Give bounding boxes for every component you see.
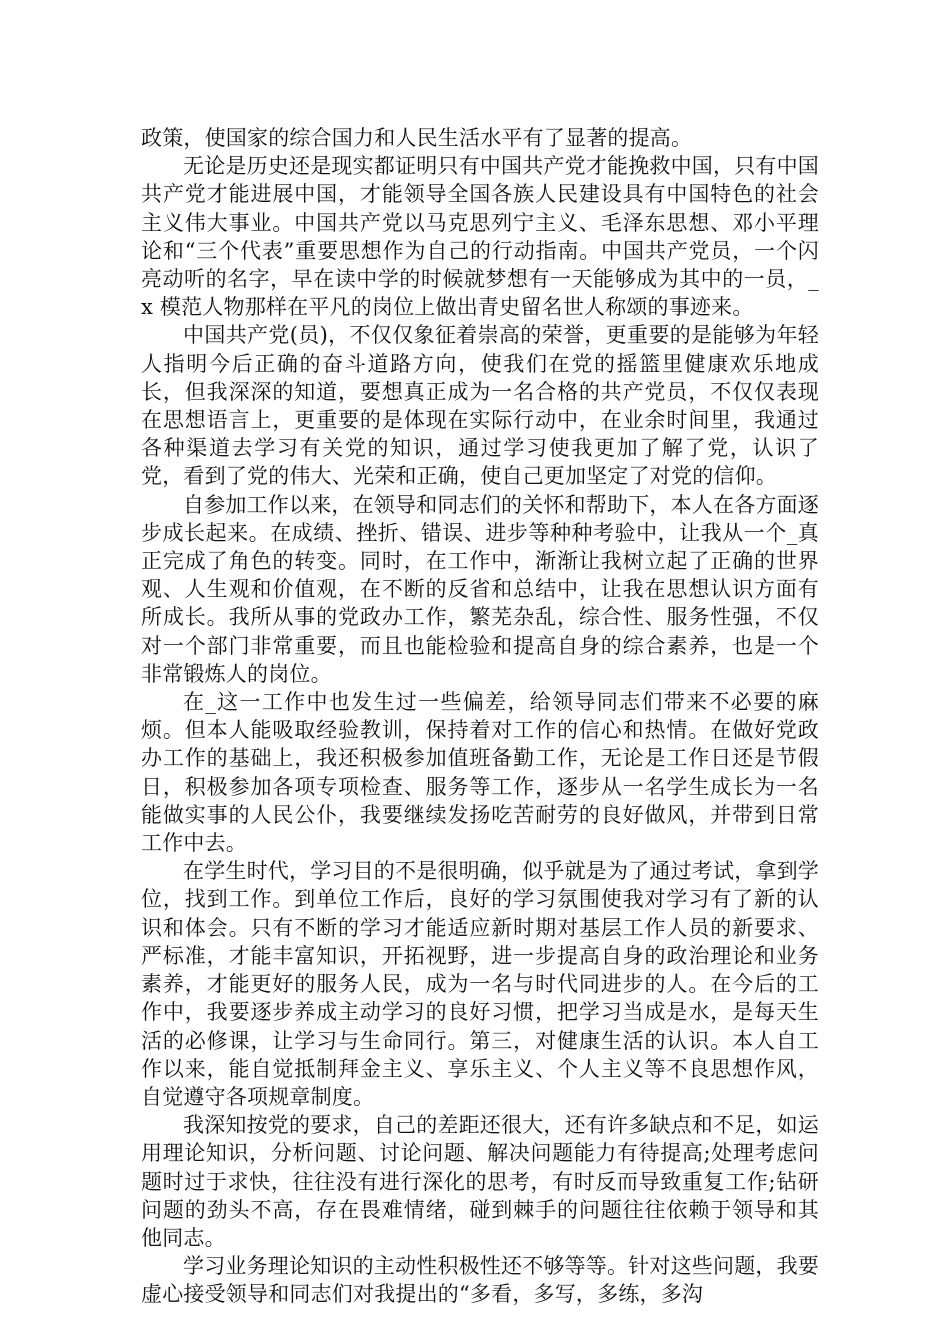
- paragraph-work-growth: 自参加工作以来，在领导和同志们的关怀和帮助下，本人在各方面逐步成长起来。在成绩、挫折、错误、进步等种种考验中，让我从一个_真正完成了角色的转变。同时，在工作中，渐渐让我树立起了正确的世界观、人生观和价值观，在不断的反省和总结中，让我在思想认识方面有所成长。我所从事的党政办工作，繁芜杂乱，综合性、服务性强，不仅对一个部门非常重要，而且也能检验和提高自身的综合素养，也是一个非常锻炼人的岗位。: [141, 492, 819, 686]
- paragraph-party-history: 无论是历史还是现实都证明只有中国共产党才能挽救中国，只有中国共产党才能进展中国，才能领导全国各族人民建设具有中国特色的社会主义伟大事业。中国共产党以马克思列宁主义、毛泽东思想、邓小平理论和“三个代表”重要思想作为自己的行动指南。中国共产党员，一个闪亮动听的名字，早在读中学的时候就梦想有一天能够成为其中的一员，_x 模范人物那样在平凡的岗位上做出青史留名世人称颂的事迹来。: [141, 154, 819, 320]
- paragraph-learning: 在学生时代，学习目的不是很明确，似乎就是为了通过考试，拿到学位，找到工作。到单位工作后，良好的学习氛围使我对学习有了新的认识和体会。只有不断的学习才能适应新时期对基层工作人员的新要求、严标准，才能丰富知识，开拓视野，进一步提高自身的政治理论和业务素养，才能更好的服务人民，成为一名与时代同进步的人。在今后的工作中，我要逐步养成主动学习的良好习惯，把学习当成是水，是每天生活的必修课，让学习与生命同行。第三，对健康生活的认识。本人自工作以来，能自觉抵制拜金主义、享乐主义、个人主义等不良思想作风，自觉遵守各项规章制度。: [141, 859, 819, 1109]
- paragraph-shortcomings: 我深知按党的要求，自己的差距还很大，还有许多缺点和不足，如运用理论知识，分析问题、讨论问题、解决问题能力有待提高;处理考虑问题时过于求快，往往没有进行深化的思考，有时反而导致重复工作;钻研问题的劲头不高，存在畏难情绪，碰到棘手的问题往往依赖于领导和其他同志。: [141, 1113, 819, 1250]
- paragraph-improvement: 学习业务理论知识的主动性积极性还不够等等。针对这些问题，我要虚心接受领导和同志们对我提出的“多看，多写，多练，多沟: [141, 1254, 819, 1307]
- paragraph-party-member: 中国共产党(员)，不仅仅象征着崇高的荣誉，更重要的是能够为年轻人指明今后正确的奋斗道路方向，使我们在党的摇篮里健康欢乐地成长，但我深深的知道，要想真正成为一名合格的共产党员，不仅仅表现在思想语言上，更重要的是体现在实际行动中，在业余时间里，我通过各种渠道去学习有关党的知识，通过学习使我更加了解了党，认识了党，看到了党的伟大、光荣和正确，使自己更加坚定了对党的信仰。: [141, 323, 819, 489]
- paragraph-work-mistakes: 在_这一工作中也发生过一些偏差，给领导同志们带来不必要的麻烦。但本人能吸取经验教训，保持着对工作的信心和热情。在做好党政办工作的基础上，我还积极参加值班备勤工作，无论是工作日还是节假日，积极参加各项专项检查、服务等工作，逐步从一名学生成长为一名能做实事的人民公仆，我要继续发扬吃苦耐劳的良好做风，并带到日常工作中去。: [141, 690, 819, 856]
- paragraph-continuation: 政策，使国家的综合国力和人民生活水平有了显著的提高。: [141, 126, 693, 150]
- document-body: [141, 124, 819, 1309]
